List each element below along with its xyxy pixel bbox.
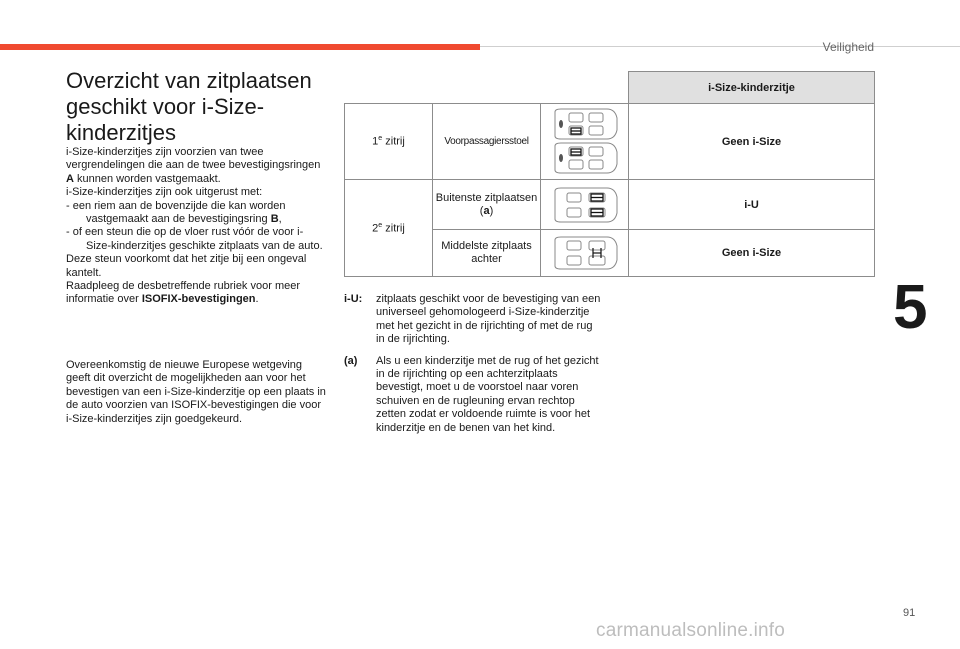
position-rear-middle: Middelste zitplaats achter	[433, 230, 541, 277]
intro-paragraph-3: Deze steun voorkomt dat het zitje bij een ongeval kantelt.	[66, 253, 307, 279]
intro-paragraph-1: i-Size-kinderzitjes zijn voorzien van twee vergrendelingen die aan de twee bevestigingsringen A kunnen worden vastgemaakt.	[66, 146, 321, 185]
header-accent-bar	[0, 44, 480, 50]
header-rule	[480, 46, 960, 47]
page-title: Overzicht van zitplaatsen geschikt voor i-Size-kinderzitjes	[66, 68, 312, 145]
page-number: 91	[903, 607, 916, 619]
notes	[344, 293, 604, 443]
note-iu: i-U: zitplaats geschikt voor de bevestiging van een universeel gehomologeerd i-Size-kinderzitje met het gezicht in de rijrichting of met de rug in de rijrichting.	[344, 293, 601, 346]
car-diagram-rear-outer	[541, 180, 629, 230]
watermark: carmanualsonline.info	[596, 620, 786, 641]
chapter-number: 5	[893, 273, 928, 342]
intro-paragraph-2: i-Size-kinderzitjes zijn ook uitgerust met:	[66, 186, 263, 199]
position-rear-outer: Buitenste zitplaatsen (a)	[433, 180, 541, 230]
value-rear-outer: i-U	[629, 180, 875, 230]
intro-bullet-1: - een riem aan de bovenzijde die kan worden vastgemaakt aan de bevestigingsring B,	[66, 199, 286, 226]
intro-text	[66, 146, 328, 307]
car-rear-middle-seat-icon	[545, 234, 625, 272]
intro-paragraph-4: Raadpleeg de desbetreffende rubriek voor meer informatie over ISOFIX-bevestigingen.	[66, 280, 301, 306]
value-rear-middle: Geen i-Size	[629, 230, 875, 277]
car-front-seats-icon	[545, 106, 625, 178]
section-label: Veiligheid	[822, 40, 874, 54]
legislation-paragraph: Overeenkomstig de nieuwe Europese wetgeving geeft dit overzicht de mogelijkheden aan voor het bevestigen van een i-Size-kinderzitje op een plaats in de auto voorzien van ISOFIX-bevestigingen die voor i-Size-kinderzitjes zijn goedgekeurd.	[66, 359, 326, 425]
note-a: (a) Als u een kinderzitje met de rug of het gezicht in de rijrichting op een achterzitplaats bevestigt, moet u de voorstoel naar voren schuiven en de rugleuning ervan rechtop zetten zodat er voldoende ruimte is voor het kinderzitje en de benen van het kind.	[344, 354, 599, 434]
car-diagram-rear-middle	[541, 230, 629, 277]
row-label-1: 1e zitrij	[345, 104, 433, 180]
seat-table	[344, 71, 874, 275]
table-header: i-Size-kinderzitje	[629, 72, 875, 104]
intro-bullet-2: - of een steun die op de vloer rust vóór de voor i-Size-kinderzitjes geschikte zitplaats van de auto.	[66, 226, 323, 252]
value-front-passenger: Geen i-Size	[629, 104, 875, 180]
row-label-2: 2e zitrij	[345, 180, 433, 277]
car-rear-outer-seats-icon	[545, 185, 625, 225]
position-front-passenger: Voorpassagiersstoel	[433, 104, 541, 180]
car-diagram-front	[541, 104, 629, 180]
